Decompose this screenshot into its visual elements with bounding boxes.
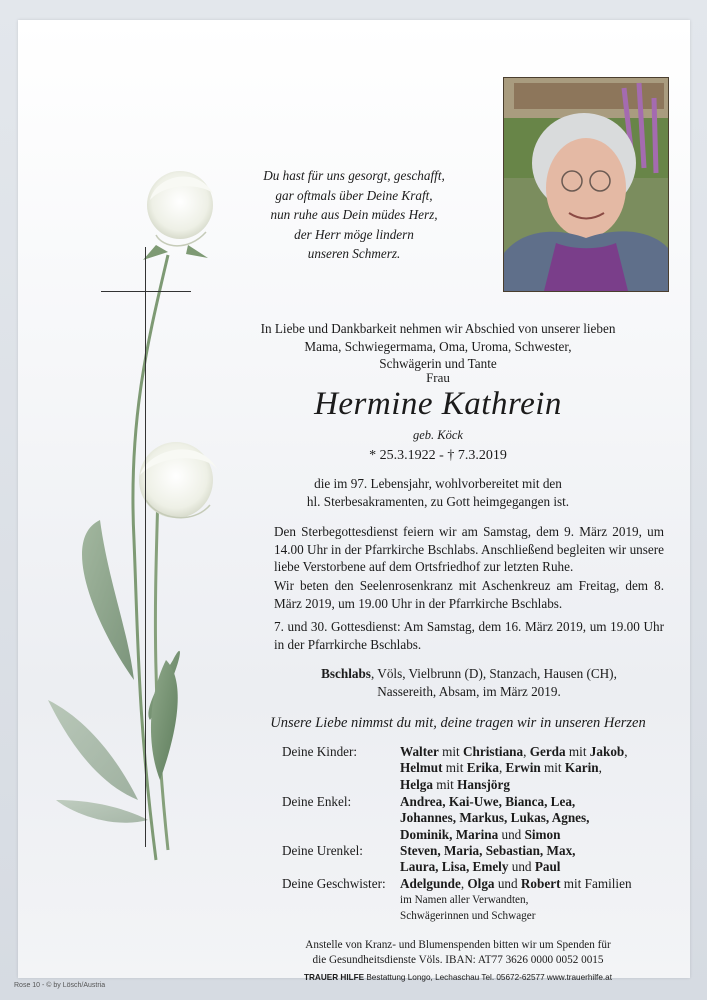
family-name: Steven, Maria, Sebastian, Max, xyxy=(400,843,576,858)
family-name: Olga xyxy=(467,876,495,891)
connector: mit xyxy=(438,744,464,759)
birth-name: geb. Köck xyxy=(413,428,463,442)
great-grandchildren-names xyxy=(400,843,575,876)
poem-line: gar oftmals über Deine Kraft, xyxy=(275,187,433,203)
intro-text xyxy=(228,320,648,373)
children-names xyxy=(400,744,628,793)
connector: mit xyxy=(565,744,590,759)
salutation: Frau xyxy=(426,370,450,385)
connector: , xyxy=(460,876,468,891)
motto: Unsere Liebe nimmst du mit, deine tragen wir in unseren Herzen xyxy=(270,715,646,731)
rosary-paragraph: Wir beten den Seelenrosenkranz mit Aschenkreuz am Freitag, dem 8. März 2019, um 19.00 Uhr in der Pfarrkirche Bschlabs. xyxy=(274,578,664,611)
donation-note xyxy=(248,938,668,968)
places-text: Nassereith, Absam, im März 2019. xyxy=(377,684,561,699)
connector: , xyxy=(523,744,530,759)
intro-line: In Liebe und Dankbarkeit nehmen wir Abschied von unserer lieben xyxy=(260,321,616,336)
place-bold: Bschlabs xyxy=(321,666,371,681)
white-rose-illustration xyxy=(38,160,228,900)
family-name: Hansjörg xyxy=(457,776,510,792)
places-and-date xyxy=(274,665,664,701)
relatives-line: Schwägerinnen und Schwager xyxy=(400,910,536,922)
age-line: hl. Sterbesakramenten, zu Gott heimgegangen ist. xyxy=(306,493,570,509)
family-name: Gerda xyxy=(529,744,566,759)
funeral-service-paragraph: Den Sterbegottesdienst feiern wir am Samstag, dem 9. März 2019, um 14.00 Uhr in der Pfarrkirche Bschlabs. Anschließend begleiten wir unsere liebe Verstorbene auf dem Ortsfriedhof zur letzten Ruhe. xyxy=(274,524,664,574)
family-name: Karin xyxy=(564,760,599,776)
donation-line: Anstelle von Kranz- und Blumenspenden bitten wir um Spenden für xyxy=(305,939,611,951)
family-name: Paul xyxy=(534,859,561,875)
poem-line: der Herr möge lindern xyxy=(294,226,414,242)
family-name: Johannes, Markus, Lukas, Agnes, xyxy=(400,810,590,826)
family-name: Helga xyxy=(400,776,433,792)
places-text: , Völs, Vielbrunn (D), Stanzach, Hausen (CH), xyxy=(370,666,617,681)
deceased-name: Hermine Kathrein xyxy=(314,386,562,422)
parte-card xyxy=(18,20,690,982)
funeral-home-footer xyxy=(248,973,668,982)
grandchildren-names xyxy=(400,794,589,843)
family-name: Laura, Lisa, Emely xyxy=(400,859,509,875)
cross-vertical-bar xyxy=(145,247,146,847)
connector: mit xyxy=(540,760,565,776)
family-name: Christiana xyxy=(463,744,524,759)
other-relatives xyxy=(400,892,535,924)
connector: mit xyxy=(442,760,467,776)
cross-horizontal-bar xyxy=(101,291,191,292)
intro-line: Schwägerin und Tante xyxy=(379,356,497,371)
family-name: Jakob xyxy=(589,744,625,759)
portrait-photo xyxy=(503,77,669,292)
portrait-illustration xyxy=(504,78,668,291)
grandchildren-label: Deine Enkel: xyxy=(282,794,352,809)
children-label: Deine Kinder: xyxy=(282,744,358,759)
connector: , xyxy=(498,760,506,776)
relatives-line: im Namen aller Verwandten, xyxy=(400,894,529,906)
connector: und xyxy=(494,876,521,891)
intro-line: Mama, Schwiegermama, Oma, Uroma, Schwester, xyxy=(304,338,572,354)
family-name: Helmut xyxy=(400,760,443,776)
family-name: Simon xyxy=(524,826,561,842)
family-name: Robert xyxy=(520,876,561,891)
connector: und xyxy=(498,826,525,842)
family-name: Erwin xyxy=(505,760,541,776)
family-name: Dominik, Marina xyxy=(400,826,499,842)
age-text xyxy=(228,475,648,510)
connector: , xyxy=(624,744,628,759)
connector: , xyxy=(598,760,602,776)
siblings-names xyxy=(400,876,632,892)
family-name: Erika xyxy=(466,760,499,776)
memorial-poem xyxy=(254,166,454,264)
poem-line: Du hast für uns gesorgt, geschafft, xyxy=(263,168,445,183)
siblings-label: Deine Geschwister: xyxy=(282,876,386,891)
age-line: die im 97. Lebensjahr, wohlvorbereitet mit den xyxy=(314,476,562,491)
family-name: Andrea, Kai-Uwe, Bianca, Lea, xyxy=(400,794,576,809)
memorial-mass-paragraph: 7. und 30. Gottesdienst: Am Samstag, dem 16. März 2019, um 19.00 Uhr in der Pfarrkirche Bschlabs. xyxy=(274,619,664,652)
life-dates: * 25.3.1922 - † 7.3.2019 xyxy=(369,448,507,463)
connector: mit xyxy=(432,776,458,792)
connector: mit Familien xyxy=(560,876,632,891)
connector: und xyxy=(508,859,535,875)
funeral-home-contact: Bestattung Longo, Lechaschau Tel. 05672-62577 www.trauerhilfe.at xyxy=(364,973,612,982)
family-name: Walter xyxy=(400,744,439,759)
poem-line: unseren Schmerz. xyxy=(307,246,401,261)
family-name: Adelgunde xyxy=(400,876,461,891)
poem-line: nun ruhe aus Dein müdes Herz, xyxy=(270,207,438,222)
funeral-home-brand: TRAUER HILFE xyxy=(304,973,365,982)
design-credit: Rose 10 - © by Lösch/Austria xyxy=(14,982,106,989)
donation-line: die Gesundheitsdienste Völs. IBAN: AT77 3626 0000 0052 0015 xyxy=(312,954,604,966)
great-grandchildren-label: Deine Urenkel: xyxy=(282,843,363,858)
